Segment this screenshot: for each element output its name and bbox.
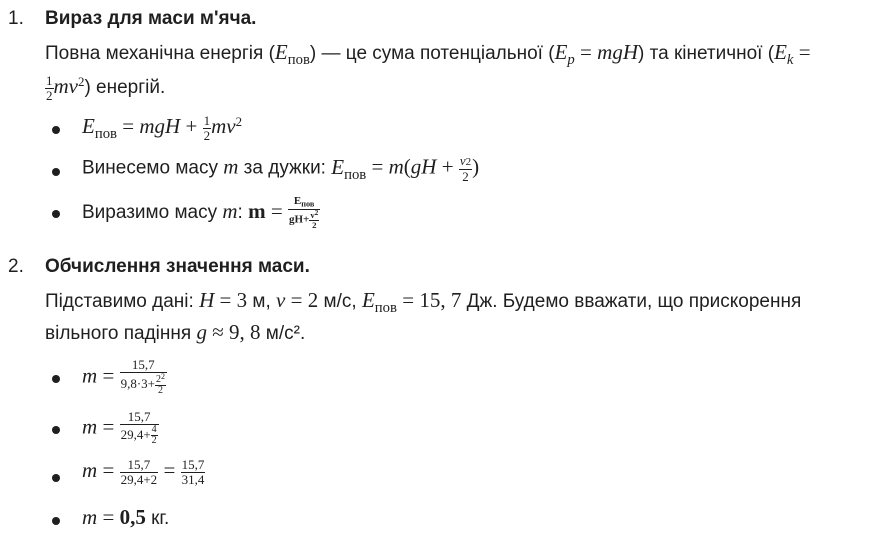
intro-text: ) та кінетичної ( [638, 43, 775, 64]
formula-factor-mass: Винесемо масу m за дужки: $E_{пов} = m(gH$ + $\frac{v2}{2}$ ) [82, 153, 480, 184]
step-number: 2. [8, 256, 24, 277]
intro-text: ) енергій. [84, 77, 166, 99]
step-title: Вираз для маси м'яча. [45, 8, 257, 29]
calc-step-3: m = $\frac{15,7}{29,4+2}$ = $\frac{15,7}{31,4}$ [82, 457, 205, 487]
bullet [52, 168, 60, 176]
step-2-intro-cont: вільного падіння g ≈ 9, 8 м/с². [45, 320, 306, 344]
bullet [52, 474, 60, 482]
bullet [52, 375, 60, 383]
step-2-heading [8, 256, 310, 278]
step-number: 1. [8, 8, 24, 29]
bullet [52, 210, 60, 218]
calc-step-1: m = 15,7 9,8·3+ $\frac{2^2}{2}$ [82, 357, 165, 397]
bullet [52, 426, 60, 434]
calc-step-2: m = 15,7 29,4+ $\frac{4}{2}$ [82, 409, 157, 447]
step-2-intro: Підставимо дані: H = 3 м, v = 2 м/с, $E_{пов} = 15$, 7 Дж. Будемо вважати, що прискорення [45, 288, 802, 317]
formula-express-mass: Виразимо масу m: m = $E_{пов}$ gH+ $\frac{v^2}{2}$ [82, 195, 319, 231]
intro-text: Повна механічна енергія ( [45, 43, 275, 64]
intro-text: ) — це сума потенціальної ( [309, 43, 555, 64]
step-1-heading [8, 8, 256, 30]
step-1-intro-cont: $\frac{1}{2}$ $mv^2$) енергій. [46, 72, 166, 103]
step-title: Обчислення значення маси. [45, 256, 310, 277]
bullet [52, 126, 60, 134]
result: m = 0,5 кг. [82, 505, 170, 529]
bullet [52, 517, 60, 525]
step-1-intro: Повна механічна енергія $(E_{пов})$ — це сума потенціальної $(E_p = mgH)$ та кінетичної ($E_k$ = [45, 40, 811, 69]
formula-total-energy: $E_{пов}$ = mgH + $\frac{1}{2}$ $mv^2$ [82, 113, 243, 143]
